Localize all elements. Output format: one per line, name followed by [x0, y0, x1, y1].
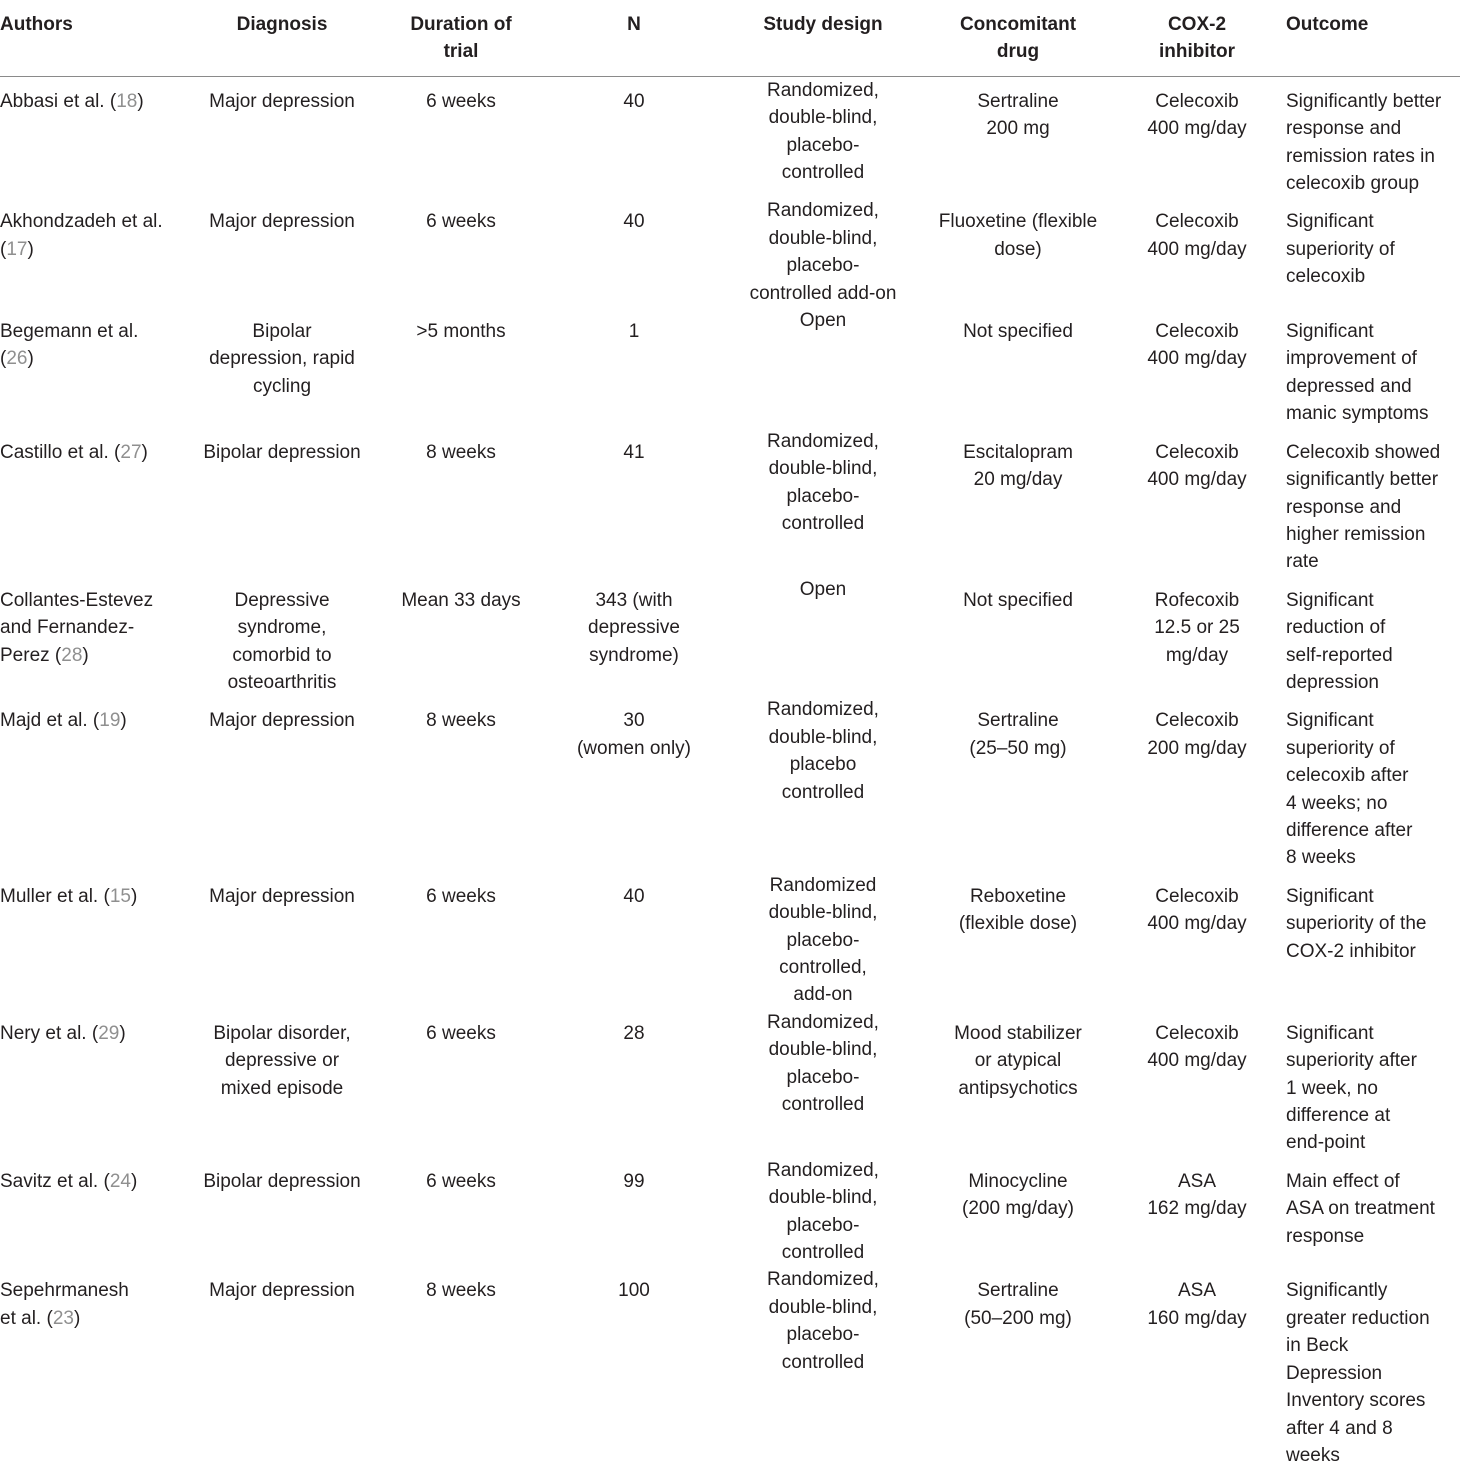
cell-duration: Mean 33 days: [401, 589, 521, 611]
cell-outcome: Significantly better response and remission rates in celecoxib group: [1286, 90, 1442, 195]
table-row: [0, 307, 1460, 428]
reference-link[interactable]: 28: [61, 644, 83, 666]
table-row: [0, 428, 1460, 576]
cell-diagnosis: Bipolar depression: [203, 1170, 361, 1192]
header-diagnosis: Diagnosis: [192, 0, 372, 76]
cell-duration: 8 weeks: [426, 441, 496, 463]
cell-outcome: Significant improvement of depressed and manic symptoms: [1286, 321, 1429, 425]
cell-design: Randomized, double-blind, placebo controlled: [767, 699, 879, 803]
cell-author: Collantes-Estevez and Fernandez- Perez (28): [0, 589, 154, 666]
reference-link[interactable]: 18: [116, 90, 138, 112]
cell-design: Randomized, double-blind, placebo- controlled: [767, 1011, 879, 1116]
cell-drug: Not specified: [963, 589, 1073, 611]
cell-author: Castillo et al. (27): [0, 441, 148, 463]
cell-cox: Celecoxib 400 mg/day: [1147, 90, 1247, 140]
table-row: [0, 1266, 1460, 1469]
header-authors: Authors: [0, 0, 192, 76]
reference-link[interactable]: 19: [99, 710, 121, 732]
header-cox: COX-2 inhibitor: [1108, 0, 1286, 76]
cell-author: Majd et al. (19): [0, 710, 127, 732]
cell-drug: Sertraline (25–50 mg): [969, 710, 1067, 759]
cell-author: Abbasi et al. (18): [0, 90, 144, 112]
cell-author: Muller et al. (15): [0, 885, 138, 907]
cell-n: 100: [618, 1280, 650, 1302]
cell-drug: Sertraline (50–200 mg): [964, 1280, 1072, 1329]
cell-cox: Celecoxib 400 mg/day: [1147, 441, 1247, 491]
cell-n: 40: [623, 211, 645, 233]
cell-outcome: Significant superiority of celecoxib after 4 weeks; no difference after 8 weeks: [1286, 710, 1413, 869]
cell-design: Randomized, double-blind, placebo- controlled: [767, 1269, 879, 1373]
cell-n: 41: [623, 441, 645, 463]
reference-link[interactable]: 26: [6, 348, 28, 370]
cell-duration: >5 months: [416, 321, 506, 343]
cell-diagnosis: Major depression: [209, 710, 355, 732]
cell-author: Begemann et al. (26): [0, 321, 139, 370]
table-row: [0, 1009, 1460, 1157]
cell-diagnosis: Major depression: [209, 885, 355, 907]
cell-design: Randomized, double-blind, placebo- controlled: [767, 430, 879, 534]
reference-link[interactable]: 29: [98, 1022, 120, 1044]
cell-cox: ASA 160 mg/day: [1147, 1280, 1247, 1329]
cell-duration: 6 weeks: [426, 1170, 496, 1192]
cell-duration: 6 weeks: [426, 211, 496, 233]
cell-diagnosis: Depressive syndrome, comorbid to osteoarthritis: [227, 589, 337, 693]
cell-n: 40: [623, 90, 645, 112]
cell-author: Savitz et al. (24): [0, 1170, 138, 1192]
cell-duration: 6 weeks: [426, 1022, 496, 1044]
reference-link[interactable]: 15: [109, 885, 131, 907]
cell-drug: Fluoxetine (flexible dose): [938, 211, 1098, 260]
reference-link[interactable]: 24: [109, 1170, 131, 1192]
cell-duration: 8 weeks: [426, 1280, 496, 1302]
table-row: [0, 576, 1460, 697]
cell-author: Sepehrmanesh et al. (23): [0, 1280, 129, 1329]
cell-diagnosis: Major depression: [209, 90, 355, 112]
cell-cox: Celecoxib 400 mg/day: [1147, 211, 1247, 260]
header-outcome: Outcome: [1286, 0, 1460, 76]
table-body: [0, 76, 1460, 1469]
cell-n: 30 (women only): [576, 710, 692, 759]
cell-cox: Celecoxib 400 mg/day: [1147, 321, 1247, 370]
cell-duration: 6 weeks: [426, 885, 496, 907]
cell-outcome: Significant superiority after 1 week, no difference at end-point: [1286, 1022, 1417, 1154]
cell-n: 1: [628, 321, 640, 343]
header-row: [0, 0, 1460, 76]
cell-design: Randomized, double-blind, placebo- controlled: [767, 79, 879, 184]
header-drug: Concomitant drug: [928, 0, 1108, 76]
cell-outcome: Significantly greater reduction in Beck Depression Inventory scores after 4 and 8 weeks: [1286, 1280, 1430, 1466]
table-row: [0, 76, 1460, 197]
cell-design: Randomized double-blind, placebo- controlled, add-on: [768, 874, 878, 1006]
cell-diagnosis: Bipolar depression: [203, 441, 361, 463]
cell-design: Randomized, double-blind, placebo- controlled: [767, 1159, 879, 1264]
cell-drug: Sertraline 200 mg: [977, 90, 1059, 140]
cell-diagnosis: Major depression: [209, 1280, 355, 1302]
cell-outcome: Main effect of ASA on treatment response: [1286, 1170, 1435, 1247]
header-n: N: [550, 0, 718, 76]
cell-n: 40: [623, 885, 645, 907]
cell-outcome: Significant superiority of celecoxib: [1286, 211, 1395, 288]
cell-cox: Celecoxib 400 mg/day: [1147, 1022, 1247, 1072]
cell-drug: Reboxetine (flexible dose): [958, 885, 1078, 935]
cell-cox: Celecoxib 400 mg/day: [1147, 885, 1247, 935]
cell-diagnosis: Major depression: [209, 211, 355, 233]
cell-author: Nery et al. (29): [0, 1022, 126, 1044]
cell-n: 28: [623, 1022, 645, 1044]
reference-link[interactable]: 17: [6, 238, 28, 260]
reference-link[interactable]: 27: [120, 441, 142, 463]
cell-duration: 6 weeks: [426, 90, 496, 112]
cell-drug: Minocycline (200 mg/day): [962, 1170, 1074, 1220]
table-header: [0, 0, 1460, 76]
cell-cox: Celecoxib 200 mg/day: [1147, 710, 1247, 759]
cell-cox: ASA 162 mg/day: [1147, 1170, 1247, 1220]
cell-n: 99: [623, 1170, 645, 1192]
table-row: [0, 197, 1460, 307]
cell-drug: Not specified: [963, 321, 1073, 343]
cell-design: Randomized, double-blind, placebo- controlled add-on: [749, 200, 897, 304]
cell-cox: Rofecoxib 12.5 or 25 mg/day: [1154, 589, 1240, 666]
cell-diagnosis: Bipolar depression, rapid cycling: [209, 321, 355, 397]
cell-duration: 8 weeks: [426, 710, 496, 732]
cell-outcome: Significant reduction of self-reported depression: [1286, 589, 1393, 693]
cell-drug: Mood stabilizer or atypical antipsychotics: [954, 1022, 1082, 1099]
cell-outcome: Significant superiority of the COX-2 inhibitor: [1286, 885, 1427, 962]
reference-link[interactable]: 23: [52, 1307, 74, 1329]
cell-design: Open: [799, 310, 847, 332]
table-row: [0, 696, 1460, 871]
table-row: [0, 872, 1460, 1009]
cell-author: Akhondzadeh et al. (17): [0, 211, 163, 260]
cell-diagnosis: Bipolar disorder, depressive or mixed episode: [213, 1022, 351, 1099]
cell-design: Open: [799, 578, 847, 600]
table-row: [0, 1157, 1460, 1267]
cell-outcome: Celecoxib showed significantly better response and higher remission rate: [1286, 441, 1441, 573]
cell-drug: Escitalopram 20 mg/day: [963, 441, 1073, 491]
cell-n: 343 (with depressive syndrome): [588, 589, 680, 666]
header-duration: Duration of trial: [372, 0, 550, 76]
header-design: Study design: [718, 0, 928, 76]
